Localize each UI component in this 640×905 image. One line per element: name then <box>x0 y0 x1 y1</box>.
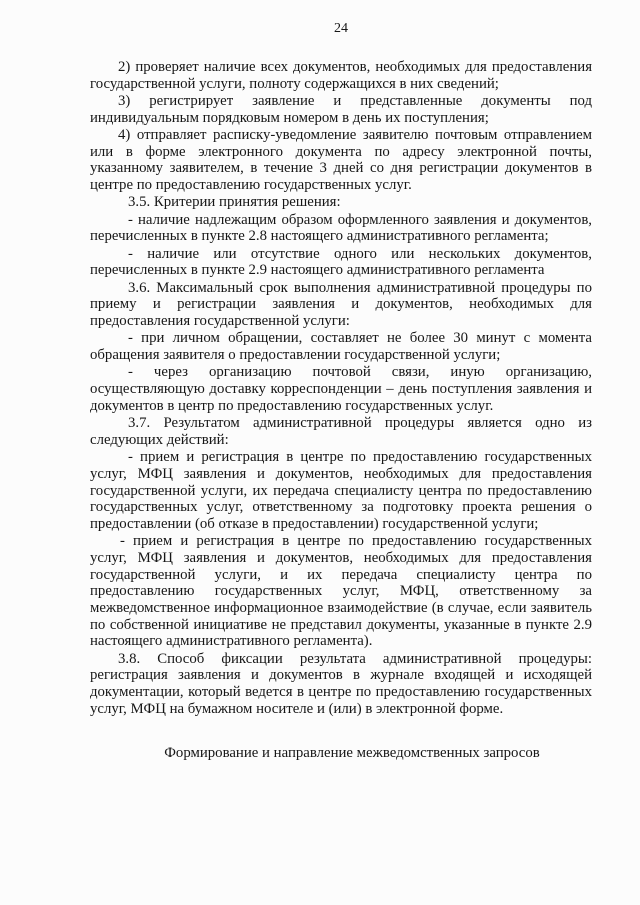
clause-3-5-title: 3.5. Критерии принятия решения: <box>128 194 341 211</box>
deadline-item: - через организацию почтовой связи, иную организацию, осуществляющую доставку корреспонденции – день поступления заявления и документов в центр по предоставлению государственных услуг. <box>90 364 592 414</box>
page-number: 24 <box>334 21 348 36</box>
criterion-item: - наличие надлежащим образом оформленного заявления и документов, перечисленных в пункте 2.8 настоящего административного регламента; <box>90 211 592 245</box>
section-heading: Формирование и направление межведомственных запросов <box>164 744 540 761</box>
list-item-3: 3) регистрирует заявление и представленные документы под индивидуальным порядковым номером в день их поступления; <box>90 93 592 126</box>
criterion-item: - наличие или отсутствие одного или нескольких документов, перечисленных в пункте 2.9 настоящего административного регламента <box>90 245 592 279</box>
result-item: - прием и регистрация в центре по предоставлению государственных услуг, МФЦ заявления и документов, необходимых для предоставления государственной услуги, и их передача специалисту центра по предоставлению государственных услуг, МФЦ, ответственному за межведомственное информационное взаимодействие (в случае, если заявитель по собственной инициативе не представил документы, указанные в пункте 2.9 настоящего административного регламента). <box>90 533 592 650</box>
list-item-2: 2) проверяет наличие всех документов, необходимых для предоставления государственной услуги, полноту содержащихся в них сведений; <box>90 59 592 92</box>
document-body <box>90 59 592 761</box>
clause-3-7-title: 3.7. Результатом административной процедуры является одно из следующих действий: <box>90 415 592 448</box>
result-item: - прием и регистрация в центре по предоставлению государственных услуг, МФЦ заявления и документов, необходимых для предоставления государственной услуги, их передача специалисту центра по предоставлению государственных услуг, ответственному за подготовку проекта решения о предоставлении (об отказе в предоставлении) государственной услуги; <box>90 449 592 532</box>
clause-3-6-title: 3.6. Максимальный срок выполнения административной процедуры по приему и регистрации заявления и документов, необходимых для предоставления государственной услуги: <box>90 279 592 330</box>
clause-3-8: 3.8. Способ фиксации результата административной процедуры: регистрация заявления и документов в журнале входящей и исходящей документации, который ведется в центре по предоставлению государственных услуг, МФЦ на бумажном носителе и (или) в электронной форме. <box>90 650 592 717</box>
list-item-4: 4) отправляет расписку-уведомление заявителю почтовым отправлением или в форме электронного документа по адресу электронной почты, указанному заявителем, в течение 3 дней со дня регистрации документов в центре по предоставлению государственных услуг. <box>90 127 592 194</box>
deadline-item: - при личном обращении, составляет не более 30 минут с момента обращения заявителя о предоставлении государственной услуги; <box>90 330 592 364</box>
